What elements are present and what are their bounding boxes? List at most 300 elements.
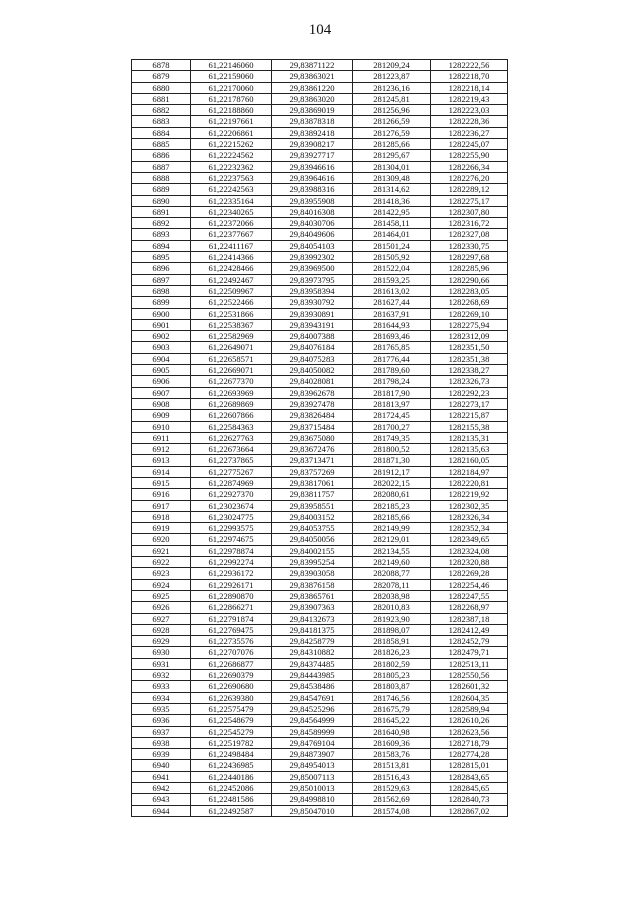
table-row [132,771,508,782]
y-coordinate-cell: 1282255,90 [431,150,508,161]
table-row [132,184,508,195]
latitude-cell: 61,22206861 [191,127,272,138]
x-coordinate-cell: 281776,44 [353,353,431,364]
y-coordinate-cell: 1282218,70 [431,71,508,82]
point-number-cell: 6918 [132,511,191,522]
x-coordinate-cell: 281871,30 [353,455,431,466]
longitude-cell: 29,83930891 [272,308,353,319]
y-coordinate-cell: 1282312,09 [431,331,508,342]
table-row [132,455,508,466]
latitude-cell: 61,23023674 [191,500,272,511]
longitude-cell: 29,83958394 [272,285,353,296]
x-coordinate-cell: 281912,17 [353,466,431,477]
x-coordinate-cell: 281898,07 [353,624,431,635]
latitude-cell: 61,22509967 [191,285,272,296]
y-coordinate-cell: 1282228,36 [431,116,508,127]
x-coordinate-cell: 281765,85 [353,342,431,353]
point-number-cell: 6911 [132,432,191,443]
latitude-cell: 61,22690379 [191,670,272,681]
y-coordinate-cell: 1282513,11 [431,658,508,669]
y-coordinate-cell: 1282269,10 [431,308,508,319]
longitude-cell: 29,83826484 [272,410,353,421]
point-number-cell: 6942 [132,783,191,794]
point-number-cell: 6893 [132,229,191,240]
latitude-cell: 61,22146060 [191,60,272,71]
x-coordinate-cell: 281562,69 [353,794,431,805]
y-coordinate-cell: 1282307,80 [431,206,508,217]
longitude-cell: 29,84374485 [272,658,353,669]
y-coordinate-cell: 1282330,75 [431,240,508,251]
x-coordinate-cell: 281245,81 [353,93,431,104]
longitude-cell: 29,83995254 [272,557,353,568]
point-number-cell: 6896 [132,263,191,274]
point-number-cell: 6914 [132,466,191,477]
table-row [132,308,508,319]
x-coordinate-cell: 282185,66 [353,511,431,522]
latitude-cell: 61,22689869 [191,398,272,409]
y-coordinate-cell: 1282352,34 [431,523,508,534]
x-coordinate-cell: 281458,11 [353,218,431,229]
point-number-cell: 6928 [132,624,191,635]
latitude-cell: 61,22890870 [191,590,272,601]
y-coordinate-cell: 1282302,35 [431,500,508,511]
y-coordinate-cell: 1282245,07 [431,139,508,150]
point-number-cell: 6941 [132,771,191,782]
latitude-cell: 61,22232362 [191,161,272,172]
y-coordinate-cell: 1282840,73 [431,794,508,805]
y-coordinate-cell: 1282610,26 [431,715,508,726]
latitude-cell: 61,22582969 [191,331,272,342]
point-number-cell: 6908 [132,398,191,409]
point-number-cell: 6887 [132,161,191,172]
x-coordinate-cell: 281640,98 [353,726,431,737]
longitude-cell: 29,84076184 [272,342,353,353]
point-number-cell: 6889 [132,184,191,195]
longitude-cell: 29,84016308 [272,206,353,217]
point-number-cell: 6905 [132,365,191,376]
longitude-cell: 29,83973795 [272,274,353,285]
latitude-cell: 61,22936172 [191,568,272,579]
point-number-cell: 6897 [132,274,191,285]
y-coordinate-cell: 1282351,38 [431,353,508,364]
y-coordinate-cell: 1282285,96 [431,263,508,274]
longitude-cell: 29,84769104 [272,737,353,748]
y-coordinate-cell: 1282479,71 [431,647,508,658]
x-coordinate-cell: 282010,83 [353,602,431,613]
latitude-cell: 61,22690680 [191,681,272,692]
x-coordinate-cell: 281613,02 [353,285,431,296]
x-coordinate-cell: 281803,87 [353,681,431,692]
latitude-cell: 61,22159060 [191,71,272,82]
table-row [132,353,508,364]
x-coordinate-cell: 281805,23 [353,670,431,681]
table-row [132,658,508,669]
latitude-cell: 61,22575479 [191,703,272,714]
longitude-cell: 29,84050056 [272,534,353,545]
x-coordinate-cell: 281817,90 [353,387,431,398]
x-coordinate-cell: 281223,87 [353,71,431,82]
latitude-cell: 61,22658571 [191,353,272,364]
table-row [132,297,508,308]
table-row [132,523,508,534]
point-number-cell: 6907 [132,387,191,398]
latitude-cell: 61,22607866 [191,410,272,421]
longitude-cell: 29,83876158 [272,579,353,590]
table-row [132,602,508,613]
longitude-cell: 29,83943191 [272,319,353,330]
longitude-cell: 29,84443985 [272,670,353,681]
longitude-cell: 29,84564999 [272,715,353,726]
table-row [132,274,508,285]
table-row [132,421,508,432]
point-number-cell: 6927 [132,613,191,624]
table-row [132,161,508,172]
latitude-cell: 61,22874969 [191,477,272,488]
longitude-cell: 29,83992302 [272,252,353,263]
table-row [132,557,508,568]
y-coordinate-cell: 1282254,46 [431,579,508,590]
x-coordinate-cell: 282134,55 [353,545,431,556]
table-row [132,71,508,82]
point-number-cell: 6909 [132,410,191,421]
latitude-cell: 61,22686877 [191,658,272,669]
longitude-cell: 29,84310882 [272,647,353,658]
latitude-cell: 61,22627763 [191,432,272,443]
table-row [132,466,508,477]
table-row [132,93,508,104]
latitude-cell: 61,22492587 [191,805,272,816]
y-coordinate-cell: 1282326,34 [431,511,508,522]
table-row [132,681,508,692]
point-number-cell: 6921 [132,545,191,556]
x-coordinate-cell: 281800,52 [353,444,431,455]
x-coordinate-cell: 281693,46 [353,331,431,342]
x-coordinate-cell: 282129,01 [353,534,431,545]
y-coordinate-cell: 1282604,35 [431,692,508,703]
latitude-cell: 61,22335164 [191,195,272,206]
table-row [132,636,508,647]
longitude-cell: 29,83958551 [272,500,353,511]
x-coordinate-cell: 281675,79 [353,703,431,714]
y-coordinate-cell: 1282351,50 [431,342,508,353]
longitude-cell: 29,83811757 [272,489,353,500]
point-number-cell: 6933 [132,681,191,692]
table-row [132,500,508,511]
point-number-cell: 6880 [132,82,191,93]
latitude-cell: 61,22224562 [191,150,272,161]
longitude-cell: 29,84075283 [272,353,353,364]
y-coordinate-cell: 1282275,94 [431,319,508,330]
x-coordinate-cell: 281236,16 [353,82,431,93]
latitude-cell: 61,22974675 [191,534,272,545]
x-coordinate-cell: 281644,93 [353,319,431,330]
y-coordinate-cell: 1282550,56 [431,670,508,681]
x-coordinate-cell: 282185,23 [353,500,431,511]
table-row [132,579,508,590]
table-row [132,365,508,376]
latitude-cell: 61,22693969 [191,387,272,398]
x-coordinate-cell: 281276,59 [353,127,431,138]
longitude-cell: 29,84053755 [272,523,353,534]
longitude-cell: 29,84181375 [272,624,353,635]
point-number-cell: 6882 [132,105,191,116]
table-row [132,624,508,635]
y-coordinate-cell: 1282236,27 [431,127,508,138]
point-number-cell: 6919 [132,523,191,534]
latitude-cell: 61,22548679 [191,715,272,726]
longitude-cell: 29,83964616 [272,172,353,183]
point-number-cell: 6883 [132,116,191,127]
point-number-cell: 6894 [132,240,191,251]
point-number-cell: 6891 [132,206,191,217]
longitude-cell: 29,83908217 [272,139,353,150]
table-row [132,376,508,387]
point-number-cell: 6916 [132,489,191,500]
latitude-cell: 61,22428466 [191,263,272,274]
y-coordinate-cell: 1282184,97 [431,466,508,477]
x-coordinate-cell: 281746,56 [353,692,431,703]
table-row [132,206,508,217]
y-coordinate-cell: 1282412,49 [431,624,508,635]
y-coordinate-cell: 1282219,92 [431,489,508,500]
y-coordinate-cell: 1282843,65 [431,771,508,782]
y-coordinate-cell: 1282338,27 [431,365,508,376]
point-number-cell: 6924 [132,579,191,590]
longitude-cell: 29,83715484 [272,421,353,432]
point-number-cell: 6922 [132,557,191,568]
table-row [132,398,508,409]
table-row [132,432,508,443]
latitude-cell: 61,22737865 [191,455,272,466]
latitude-cell: 61,22673664 [191,444,272,455]
table-row [132,545,508,556]
table-row [132,139,508,150]
x-coordinate-cell: 281724,45 [353,410,431,421]
x-coordinate-cell: 282080,61 [353,489,431,500]
point-number-cell: 6898 [132,285,191,296]
longitude-cell: 29,85047010 [272,805,353,816]
table-row [132,444,508,455]
point-number-cell: 6899 [132,297,191,308]
longitude-cell: 29,84547691 [272,692,353,703]
latitude-cell: 61,22372066 [191,218,272,229]
latitude-cell: 61,22707076 [191,647,272,658]
table-row [132,477,508,488]
table-row [132,692,508,703]
table-row [132,285,508,296]
longitude-cell: 29,83927717 [272,150,353,161]
point-number-cell: 6913 [132,455,191,466]
latitude-cell: 61,22791874 [191,613,272,624]
table-row [132,760,508,771]
x-coordinate-cell: 281583,76 [353,749,431,760]
table-row [132,331,508,342]
table-row [132,60,508,71]
point-number-cell: 6888 [132,172,191,183]
point-number-cell: 6902 [132,331,191,342]
x-coordinate-cell: 281826,23 [353,647,431,658]
x-coordinate-cell: 281609,36 [353,737,431,748]
table-row [132,805,508,816]
longitude-cell: 29,83907363 [272,602,353,613]
y-coordinate-cell: 1282774,28 [431,749,508,760]
longitude-cell: 29,83713471 [272,455,353,466]
longitude-cell: 29,84954013 [272,760,353,771]
y-coordinate-cell: 1282718,79 [431,737,508,748]
table-row [132,240,508,251]
longitude-cell: 29,84054103 [272,240,353,251]
longitude-cell: 29,84028081 [272,376,353,387]
latitude-cell: 61,22215262 [191,139,272,150]
y-coordinate-cell: 1282452,79 [431,636,508,647]
y-coordinate-cell: 1282297,68 [431,252,508,263]
table-row [132,150,508,161]
longitude-cell: 29,83675080 [272,432,353,443]
latitude-cell: 61,22519782 [191,737,272,748]
longitude-cell: 29,84003152 [272,511,353,522]
y-coordinate-cell: 1282320,88 [431,557,508,568]
y-coordinate-cell: 1282623,56 [431,726,508,737]
point-number-cell: 6930 [132,647,191,658]
longitude-cell: 29,84030706 [272,218,353,229]
longitude-cell: 29,83817061 [272,477,353,488]
x-coordinate-cell: 282022,15 [353,477,431,488]
table-row [132,647,508,658]
longitude-cell: 29,83927478 [272,398,353,409]
page-number: 104 [308,22,332,38]
x-coordinate-cell: 282149,60 [353,557,431,568]
x-coordinate-cell: 281256,96 [353,105,431,116]
point-number-cell: 6936 [132,715,191,726]
x-coordinate-cell: 282088,77 [353,568,431,579]
latitude-cell: 61,23024775 [191,511,272,522]
x-coordinate-cell: 281314,62 [353,184,431,195]
point-number-cell: 6885 [132,139,191,150]
point-number-cell: 6886 [132,150,191,161]
latitude-cell: 61,22340265 [191,206,272,217]
y-coordinate-cell: 1282155,38 [431,421,508,432]
latitude-cell: 61,22531866 [191,308,272,319]
table-row [132,82,508,93]
longitude-cell: 29,83863020 [272,93,353,104]
latitude-cell: 61,22978874 [191,545,272,556]
longitude-cell: 29,83878318 [272,116,353,127]
latitude-cell: 61,22178760 [191,93,272,104]
point-number-cell: 6912 [132,444,191,455]
y-coordinate-cell: 1282219,43 [431,93,508,104]
latitude-cell: 61,22492467 [191,274,272,285]
longitude-cell: 29,84525296 [272,703,353,714]
latitude-cell: 61,22639380 [191,692,272,703]
table-row [132,252,508,263]
table-row [132,319,508,330]
latitude-cell: 61,22993575 [191,523,272,534]
y-coordinate-cell: 1282589,94 [431,703,508,714]
table-row [132,195,508,206]
table-row [132,568,508,579]
point-number-cell: 6934 [132,692,191,703]
y-coordinate-cell: 1282266,34 [431,161,508,172]
y-coordinate-cell: 1282215,87 [431,410,508,421]
latitude-cell: 61,22498484 [191,749,272,760]
table-row [132,387,508,398]
point-number-cell: 6939 [132,749,191,760]
x-coordinate-cell: 281209,24 [353,60,431,71]
point-number-cell: 6917 [132,500,191,511]
y-coordinate-cell: 1282247,55 [431,590,508,601]
longitude-cell: 29,84538486 [272,681,353,692]
x-coordinate-cell: 281627,44 [353,297,431,308]
point-number-cell: 6881 [132,93,191,104]
x-coordinate-cell: 282038,98 [353,590,431,601]
point-number-cell: 6915 [132,477,191,488]
x-coordinate-cell: 281593,25 [353,274,431,285]
table-row [132,410,508,421]
table-row [132,703,508,714]
table-row [132,342,508,353]
longitude-cell: 29,83962678 [272,387,353,398]
table-row [132,794,508,805]
point-number-cell: 6906 [132,376,191,387]
table-row [132,534,508,545]
y-coordinate-cell: 1282222,56 [431,60,508,71]
x-coordinate-cell: 281422,95 [353,206,431,217]
point-number-cell: 6932 [132,670,191,681]
table-row [132,218,508,229]
table-row [132,263,508,274]
table-row [132,172,508,183]
table-row [132,715,508,726]
longitude-cell: 29,84002155 [272,545,353,556]
point-number-cell: 6929 [132,636,191,647]
point-number-cell: 6926 [132,602,191,613]
table-row [132,511,508,522]
x-coordinate-cell: 281802,59 [353,658,431,669]
y-coordinate-cell: 1282324,08 [431,545,508,556]
latitude-cell: 61,22927370 [191,489,272,500]
longitude-cell: 29,83672476 [272,444,353,455]
coordinates-table [131,59,508,817]
y-coordinate-cell: 1282867,02 [431,805,508,816]
longitude-cell: 29,83871122 [272,60,353,71]
longitude-cell: 29,83757269 [272,466,353,477]
latitude-cell: 61,22242563 [191,184,272,195]
table-row [132,783,508,794]
y-coordinate-cell: 1282601,32 [431,681,508,692]
point-number-cell: 6892 [132,218,191,229]
latitude-cell: 61,22538367 [191,319,272,330]
x-coordinate-cell: 281295,67 [353,150,431,161]
latitude-cell: 61,22436985 [191,760,272,771]
point-number-cell: 6925 [132,590,191,601]
point-number-cell: 6910 [132,421,191,432]
longitude-cell: 29,85007113 [272,771,353,782]
y-coordinate-cell: 1282316,72 [431,218,508,229]
y-coordinate-cell: 1282283,05 [431,285,508,296]
table-row [132,613,508,624]
x-coordinate-cell: 281309,48 [353,172,431,183]
point-number-cell: 6895 [132,252,191,263]
table-row [132,749,508,760]
point-number-cell: 6943 [132,794,191,805]
y-coordinate-cell: 1282327,08 [431,229,508,240]
x-coordinate-cell: 281645,22 [353,715,431,726]
point-number-cell: 6944 [132,805,191,816]
x-coordinate-cell: 281789,60 [353,365,431,376]
x-coordinate-cell: 281700,27 [353,421,431,432]
point-number-cell: 6879 [132,71,191,82]
x-coordinate-cell: 281637,91 [353,308,431,319]
